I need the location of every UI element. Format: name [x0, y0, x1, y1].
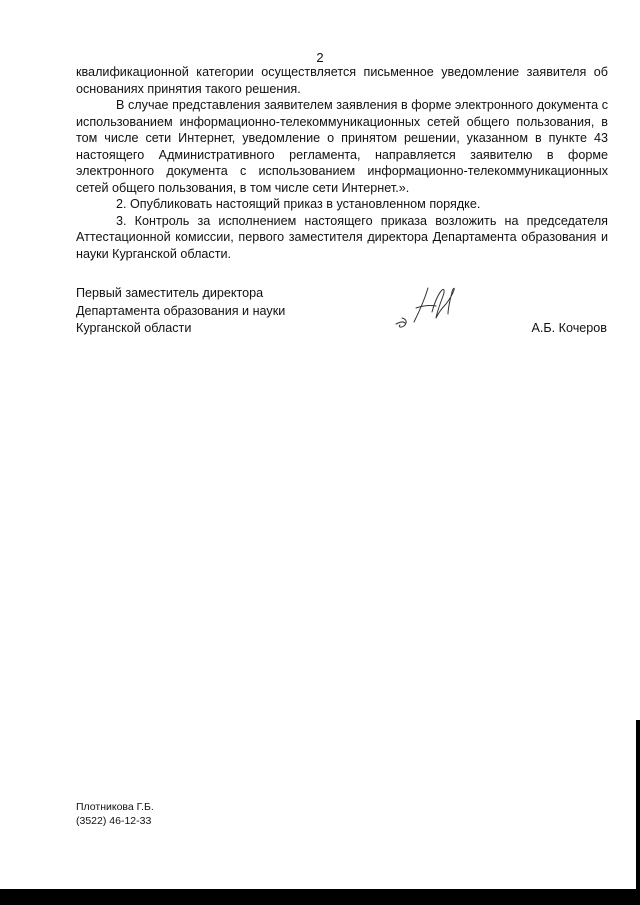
document-body [76, 64, 608, 262]
page-number: 2 [316, 50, 324, 65]
scan-edge-right [636, 720, 640, 890]
signatory-position-line: Курганской области [76, 321, 192, 335]
executor-info [76, 800, 154, 828]
signatory-position [76, 285, 285, 338]
signatory-position-line: Первый заместитель директора [76, 286, 264, 300]
executor-phone: (3522) 46-12-33 [76, 815, 152, 827]
signatory-name: А.Б. Кочеров [531, 321, 607, 335]
handwritten-signature [392, 278, 472, 334]
paragraph-electronic-notice: В случае представления заявителем заявления в форме электронного документа с использованием информационно-телекоммуникационных сетей общего пользования, в том числе сети Интернет, уведомление о принятом решении, указанном в пункте 43 настоящего Административного регламента, направляется заявителю в форме электронного документа с использованием информационно-телекоммуникационных сетей общего пользования, в том числе сети Интернет.». [76, 98, 608, 195]
signatory-position-line: Департамента образования и науки [76, 303, 286, 318]
paragraph-continuation: квалификационной категории осуществляется письменное уведомление заявителя об основаниях принятия такого решения. [76, 65, 608, 96]
executor-name: Плотникова Г.Б. [76, 801, 154, 813]
scan-edge-bottom [0, 889, 640, 905]
paragraph-publish-order: 2. Опубликовать настоящий приказ в установленном порядке. [116, 197, 481, 211]
paragraph-control: 3. Контроль за исполнением настоящего приказа возложить на председателя Аттестационной комиссии, первого заместителя директора Департамента образования и науки Курганской области. [76, 213, 608, 261]
